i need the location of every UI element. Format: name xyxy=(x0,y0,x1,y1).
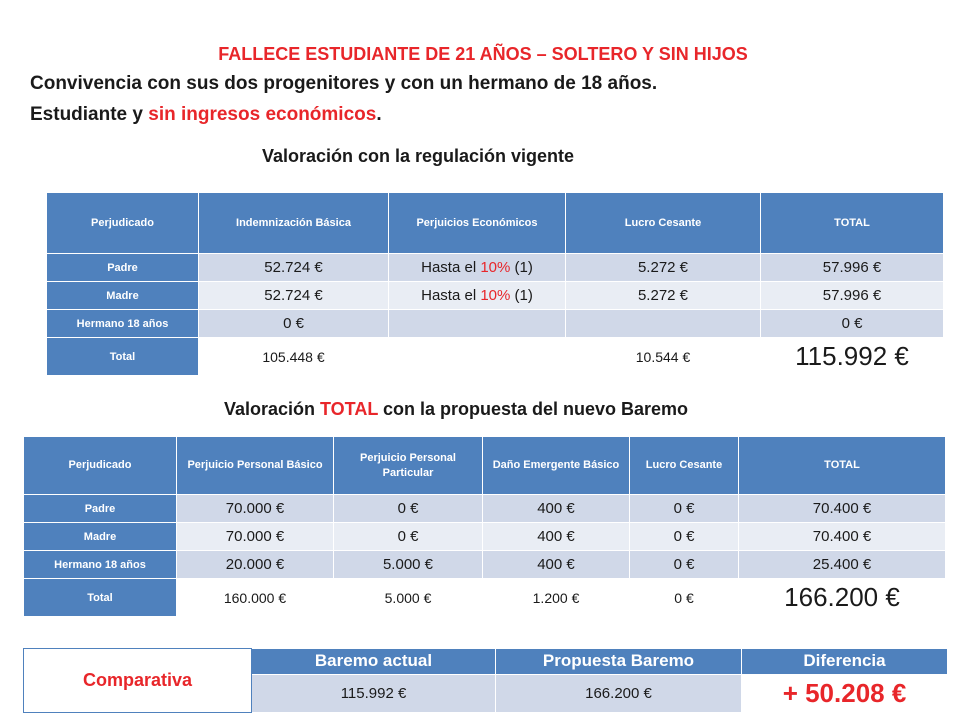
column-header: Perjuicio Personal Básico xyxy=(177,437,334,495)
column-header: Lucro Cesante xyxy=(566,193,761,254)
cell-total: 115.992 € xyxy=(761,338,944,376)
table-row xyxy=(47,310,944,338)
cell-basica: 52.724 € xyxy=(199,282,389,310)
cell-total: 57.996 € xyxy=(761,282,944,310)
column-header: TOTAL xyxy=(761,193,944,254)
row-label: Hermano 18 años xyxy=(47,310,199,338)
cell-total: 57.996 € xyxy=(761,254,944,282)
cell-basico: 70.000 € xyxy=(177,495,334,523)
cell-basico: 160.000 € xyxy=(177,579,334,617)
cell-dano: 400 € xyxy=(483,523,630,551)
table-row xyxy=(24,495,946,523)
cell-baremo-actual: 115.992 € xyxy=(252,675,496,713)
description-line-2-prefix: Estudiante y xyxy=(30,104,149,125)
section-2-title-suffix: con la propuesta del nuevo Baremo xyxy=(377,399,689,419)
cell-particular: 5.000 € xyxy=(334,579,483,617)
cell-diferencia: + 50.208 € xyxy=(742,675,948,713)
cell-propuesta-baremo: 166.200 € xyxy=(496,675,742,713)
section-1-title: Valoración con la regulación vigente xyxy=(261,146,575,166)
cell-particular: 0 € xyxy=(334,495,483,523)
table-total-row xyxy=(47,338,944,376)
cell-basica: 105.448 € xyxy=(199,338,389,376)
table-row xyxy=(47,254,944,282)
table-header-row xyxy=(24,437,946,495)
table-row xyxy=(47,282,944,310)
current-regulation-table xyxy=(46,192,944,376)
description-line-2-suffix: . xyxy=(376,104,382,125)
column-header: Lucro Cesante xyxy=(630,437,739,495)
column-header: Perjudicado xyxy=(47,193,199,254)
cell-perjuicios xyxy=(389,254,566,282)
table-row xyxy=(24,551,946,579)
comparison-label: Comparativa xyxy=(24,649,252,713)
description-line-2-highlight: sin ingresos económicos xyxy=(148,104,377,125)
row-label: Total xyxy=(24,579,177,617)
row-label: Madre xyxy=(24,523,177,551)
cell-lucro: 0 € xyxy=(630,495,739,523)
econ-percent: 10% xyxy=(480,287,511,304)
cell-total: 70.400 € xyxy=(739,523,946,551)
column-header: Diferencia xyxy=(742,649,948,675)
column-header: Daño Emergente Básico xyxy=(483,437,630,495)
table-header-row xyxy=(24,649,948,675)
column-header: Propuesta Baremo xyxy=(496,649,742,675)
table-header-row xyxy=(47,193,944,254)
section-2-title-prefix: Valoración xyxy=(223,399,320,419)
cell-dano: 400 € xyxy=(483,551,630,579)
row-label: Madre xyxy=(47,282,199,310)
cell-lucro xyxy=(566,310,761,338)
cell-lucro: 10.544 € xyxy=(566,338,761,376)
cell-perjuicios xyxy=(389,338,566,376)
econ-suffix: (1) xyxy=(510,287,533,304)
row-label: Total xyxy=(47,338,199,376)
row-label: Padre xyxy=(24,495,177,523)
cell-dano: 400 € xyxy=(483,495,630,523)
cell-total: 166.200 € xyxy=(739,579,946,617)
cell-basica: 52.724 € xyxy=(199,254,389,282)
column-header: Perjuicio Personal Particular xyxy=(334,437,483,495)
cell-lucro: 0 € xyxy=(630,551,739,579)
page-title: FALLECE ESTUDIANTE DE 21 AÑOS – SOLTERO Y SIN HIJOS xyxy=(218,44,748,64)
new-baremo-table xyxy=(23,436,946,617)
cell-lucro: 5.272 € xyxy=(566,254,761,282)
econ-prefix: Hasta el xyxy=(421,287,481,304)
cell-basica: 0 € xyxy=(199,310,389,338)
table-row xyxy=(24,523,946,551)
cell-lucro: 0 € xyxy=(630,523,739,551)
cell-perjuicios xyxy=(389,282,566,310)
row-label: Hermano 18 años xyxy=(24,551,177,579)
cell-basico: 20.000 € xyxy=(177,551,334,579)
column-header: Perjuicios Económicos xyxy=(389,193,566,254)
column-header: Perjudicado xyxy=(24,437,177,495)
table-total-row xyxy=(24,579,946,617)
cell-dano: 1.200 € xyxy=(483,579,630,617)
cell-lucro: 5.272 € xyxy=(566,282,761,310)
description-line-2 xyxy=(30,104,382,126)
section-2-title xyxy=(0,399,912,420)
cell-perjuicios xyxy=(389,310,566,338)
cell-total: 25.400 € xyxy=(739,551,946,579)
section-2-title-highlight: TOTAL xyxy=(319,399,378,419)
description-line-1: Convivencia con sus dos progenitores y con un hermano de 18 años. xyxy=(30,73,658,94)
column-header: Indemnización Básica xyxy=(199,193,389,254)
cell-total: 70.400 € xyxy=(739,495,946,523)
econ-percent: 10% xyxy=(480,259,511,276)
row-label: Padre xyxy=(47,254,199,282)
econ-suffix: (1) xyxy=(510,259,533,276)
cell-particular: 5.000 € xyxy=(334,551,483,579)
column-header: Baremo actual xyxy=(252,649,496,675)
econ-prefix: Hasta el xyxy=(421,259,481,276)
cell-total: 0 € xyxy=(761,310,944,338)
column-header: TOTAL xyxy=(739,437,946,495)
cell-basico: 70.000 € xyxy=(177,523,334,551)
comparison-table xyxy=(23,648,948,713)
cell-particular: 0 € xyxy=(334,523,483,551)
cell-lucro: 0 € xyxy=(630,579,739,617)
